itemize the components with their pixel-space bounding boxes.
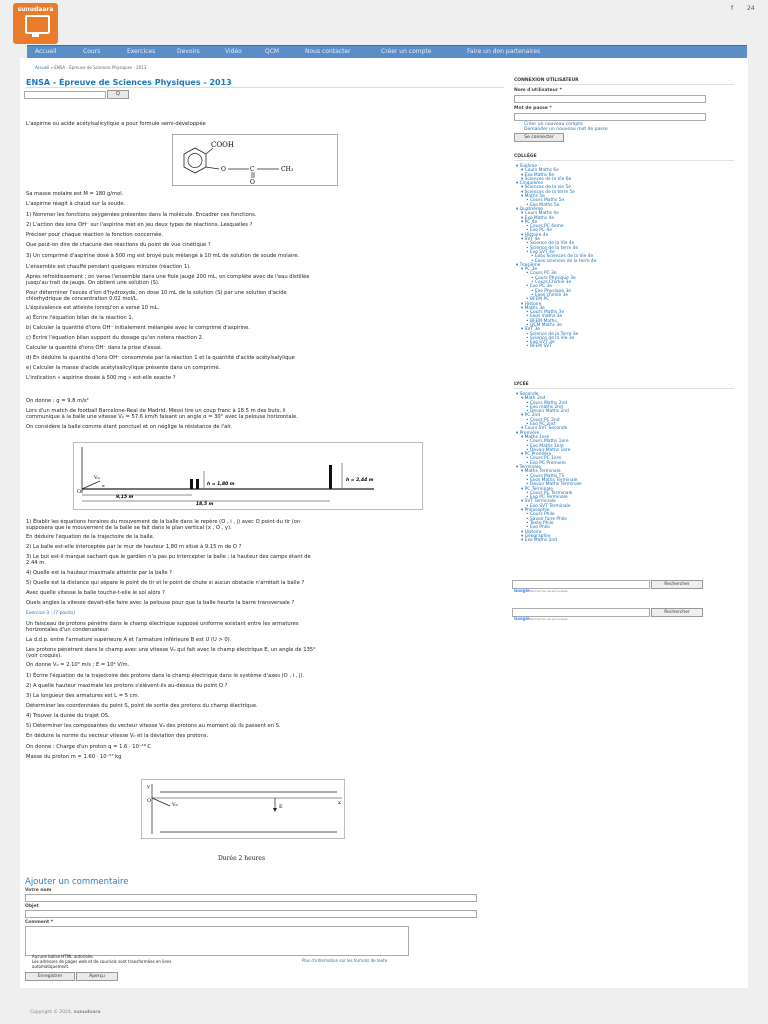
menu-item[interactable]: ▾ Cours SVT Seconde: [521, 426, 568, 432]
text-line: L'aspirine ou acide acétylsalicylique a pour formule semi-développée: [26, 121, 206, 127]
carbon-label: C: [250, 166, 255, 173]
cooh-label: COOH: [211, 141, 234, 149]
breadcrumb: [35, 65, 146, 70]
nav-item-accueil[interactable]: Accueil: [35, 48, 57, 55]
text-line: d) En déduire la quantité d'ions OH⁻ consommée par la réaction 1 et la quantité d'acide acétylsalylique: [26, 355, 295, 361]
request-password-link[interactable]: Demander un nouveau mot de passe: [524, 127, 608, 132]
nav-item-qcm[interactable]: QCM: [265, 48, 280, 55]
football-figure: [73, 442, 423, 510]
text-line: En déduire la norme du vecteur vitesse V₀ et la déviation des protons.: [26, 733, 209, 739]
origin-label: O: [77, 489, 82, 495]
menu-item[interactable]: ▾ Maths 3e: [521, 305, 545, 311]
oxygen-label: O: [221, 166, 226, 173]
breadcrumb-current: ENSA - Épreuve de Sciences Physiques - 2013: [54, 65, 147, 70]
menu-item[interactable]: • Science de la Vie 4e: [526, 241, 575, 247]
text-line: On donne : g = 9.8 m/s²: [26, 398, 89, 404]
nav-item-cours[interactable]: Cours: [83, 48, 101, 55]
menu-item[interactable]: • Exo Philo: [526, 525, 550, 531]
menu-item[interactable]: • Science de la terre 4e: [526, 245, 579, 251]
menu-item[interactable]: ▾ Cinquième: [516, 181, 544, 187]
menu-item[interactable]: ▾ Exo Maths 6e: [521, 172, 555, 178]
text-line: Calculer la quantité d'ions OH⁻ dans la prise d'essai.: [26, 345, 163, 351]
facebook-icon[interactable]: f: [731, 5, 734, 12]
text-line: L'indication « aspirine dosée à 500 mg » est-elle exacte ?: [26, 375, 176, 381]
menu-item[interactable]: ▾ Sciences de la Vie 6e: [521, 176, 572, 182]
menu-item[interactable]: • Exo SVT Terminale: [526, 503, 571, 509]
menu-item[interactable]: ▾ SVT 4e: [521, 237, 540, 243]
preview-button[interactable]: Aperçu: [76, 972, 118, 981]
menu-item[interactable]: • Devoir Maths Terminale: [526, 482, 582, 488]
comment-textarea[interactable]: [25, 926, 409, 956]
login-button[interactable]: Se connecter: [514, 133, 564, 142]
text-line: e) Calculer la masse d'acide acétylsalicylique présente dans un comprimé.: [26, 365, 221, 371]
college-block-title: COLLÈGE: [514, 154, 734, 161]
google-search-button-2[interactable]: Rechercher: [651, 608, 703, 617]
text-line: On considère la balle comme étant ponctuel et on néglige la résistance de l'air.: [26, 424, 233, 430]
menu-item[interactable]: • Exos Maths Terminale: [526, 477, 578, 483]
text-line: Les protons pénètrent dans le champ avec une vitesse V₀ qui fait avec le champ électrique E, un angle de 135°: [26, 647, 316, 653]
text-line: Déterminer les coordonnées du point S, point de sortie des protons du champ électrique.: [26, 703, 258, 709]
menu-item[interactable]: ▾ PC 3e: [521, 267, 538, 273]
menu-item[interactable]: • Exo Maths 1ere: [526, 443, 564, 449]
menu-item[interactable]: ▾ Histoire: [521, 529, 542, 535]
username-label: Nom d'utilisateur *: [514, 88, 562, 93]
monitor-icon: [25, 15, 50, 34]
monitor-stand-icon: [32, 34, 39, 37]
college-menu: [516, 165, 596, 350]
menu-item[interactable]: • Cours PC 4eme: [526, 224, 564, 230]
goal-distance-label: 18,5 m: [196, 502, 214, 507]
menu-item[interactable]: • Exo Physique 3e: [531, 288, 572, 294]
text-line: La d.d.p. entre l'armature supérieure A et l'armature inférieure B est U (U > 0).: [26, 637, 232, 643]
menu-item[interactable]: • Cours Maths 2nd: [526, 400, 568, 406]
x-axis-label: x: [338, 800, 341, 806]
menu-item[interactable]: ▾ PC 4e: [521, 219, 538, 225]
breadcrumb-separator: »: [49, 65, 55, 70]
text-line: horizontales d'un condensateur.: [26, 627, 110, 633]
text-line: Quels angles la vitesse devait-elle faire avec la pelouse pour que la balle heurte la barre transversale ?: [26, 600, 295, 606]
text-line: 3) Le but est-il marqué sachant que le gardien n'a pas pu intercepter la balle ; la hauteur des camps étant de: [26, 554, 311, 560]
menu-item[interactable]: ▾ Géographie: [521, 533, 551, 539]
text-line: 1) Établir les équations horaires du mouvement de la balle dans le repère (O , i , j) avec O point du tir (on: [26, 519, 301, 525]
comment-title: Ajouter un commentaire: [25, 877, 129, 887]
menu-item[interactable]: • Cours Maths 5e: [526, 198, 565, 204]
password-input[interactable]: [514, 113, 706, 121]
nav-item-don[interactable]: Faire un don partenaires: [467, 48, 541, 55]
capacitor-diagram: [142, 780, 344, 838]
menu-item[interactable]: • Cours Maths 3e: [526, 310, 565, 316]
google-logo: Google: [514, 588, 530, 593]
menu-item[interactable]: • Cours PC 1ere: [526, 456, 562, 462]
text-line: b) Calculer la quantité d'ions OH⁻ initialement mélangée avec le comprimé d'aspirine.: [26, 325, 251, 331]
nav-item-devoirs[interactable]: Devoirs: [177, 48, 200, 55]
menu-item[interactable]: ▾ Exo Maths 4e: [521, 215, 555, 221]
menu-item[interactable]: ▾ Histoire 4e: [521, 232, 549, 238]
alpha-label: α: [102, 483, 105, 488]
menu-item[interactable]: ▾ Histoire: [521, 301, 542, 307]
text-line: Masse du proton m = 1.60 · 10⁻²⁷ kg: [26, 754, 122, 760]
text-line: Que peut-on dire de chacune des réactions du point de vue cinétique ?: [26, 242, 211, 248]
football-diagram: [74, 443, 422, 509]
text-line: c) Écrire l'équation bilan support du dosage qu'on notera réaction 2.: [26, 335, 204, 341]
text-line: Lors d'un match de football Barcelone-Real de Madrid, Messi tire un coup franc à 18.5 m des buts, il: [26, 408, 286, 414]
menu-item[interactable]: • Exo PC 3e: [526, 284, 552, 290]
menu-item[interactable]: ▾ Maths Terminale: [521, 469, 561, 475]
text-line: Un faisceau de protons pénètre dans le champ électrique supposé uniforme existant entre les armatures: [26, 621, 299, 627]
text-line: 2) La balle est-elle interceptée par le mur de hauteur 1.80 m situé à 9.15 m de O ?: [26, 544, 242, 550]
text-line: L'ensemble est chauffé pendant quelques minutes (réaction 1).: [26, 264, 191, 270]
aspirin-formula-figure: [172, 134, 338, 186]
menu-item[interactable]: ▾ Maths 1ere: [521, 434, 550, 440]
nav-item-creer-compte[interactable]: Créer un compte: [381, 48, 432, 55]
menu-item[interactable]: ▾ Sciences de la terre 5e: [521, 189, 575, 195]
text-line: 5) Déterminer les composantes du vecteur vitesse V₀ des protons au moment où ils passent en S.: [26, 723, 281, 729]
menu-item[interactable]: • Cours Maths 1ere: [526, 439, 569, 445]
text-line: Après refroidissement ; on verse l'ensemble dans une fiole jaugé 200 mL, on complète avec de l'eau distillée: [26, 274, 310, 280]
menu-item[interactable]: ▾ Quatrième: [516, 206, 543, 212]
text-line: jusqu'au trait de jauge. On obtient une solution (S).: [26, 280, 160, 286]
text-line: 3) Un comprimé d'aspirine dosé à 500 mg est broyé puis mélangé à 10 mL de solution de soude molaire.: [26, 253, 300, 259]
menu-item[interactable]: ▾ Cours Maths 6e: [521, 168, 559, 174]
e-field-label: E: [279, 804, 283, 810]
menu-item[interactable]: • Cours PC Terminale: [526, 490, 573, 496]
logo-text: sunudaara: [17, 6, 54, 13]
text-line: Sa masse molaire est M = 180 g/mol.: [26, 191, 124, 197]
footer: [30, 1010, 101, 1015]
text-line: chlorhydrique de concentration 0.02 mol/L.: [26, 296, 139, 302]
subject-input[interactable]: [25, 910, 477, 918]
nav-item-video[interactable]: Vidéo: [225, 48, 242, 55]
menu-item[interactable]: • BFEM PC: [526, 297, 550, 303]
v0-label: V₀: [94, 475, 100, 481]
text-line: (voir croquis).: [26, 653, 62, 659]
lycee-menu: [516, 393, 582, 543]
menu-item[interactable]: • Cours PC 2nd: [526, 417, 560, 423]
text-line: On donne : Charge d'un proton q = 1.6 · 10⁻¹⁹ C: [26, 744, 152, 750]
menu-item[interactable]: ▾ Première: [516, 430, 540, 436]
menu-item[interactable]: • BFEM SVT: [526, 344, 552, 350]
menu-item[interactable]: ▾ Exo Maths 2nd: [521, 538, 557, 544]
menu-item[interactable]: • Devoir Maths 1ere: [526, 447, 571, 453]
breadcrumb-home[interactable]: Accueil: [35, 65, 50, 70]
ch3-label: CH₃: [281, 166, 294, 173]
menu-item[interactable]: ▾ Cours Maths 4e: [521, 211, 559, 217]
menu-item[interactable]: • Exo SVT 3e: [526, 340, 555, 346]
menu-item[interactable]: • QCM Maths 3e: [526, 322, 562, 328]
name-input[interactable]: [25, 894, 477, 902]
menu-item[interactable]: • Science de la Vie 3e: [526, 335, 575, 341]
text-line: 2) L'action des ions OH⁻ sur l'aspirine met en jeu deux types de réactions. Lesquelles ?: [26, 222, 253, 228]
menu-item[interactable]: • Cours Physique 3e: [531, 275, 576, 281]
text-line: L'aspirine réagit à chaud sur la soude.: [26, 201, 126, 207]
subject-label: Objet: [25, 904, 39, 909]
google-custom-search-note-2: Recherche personnalisée: [530, 617, 568, 621]
site-logo[interactable]: [13, 3, 58, 44]
page-title: ENSA - Épreuve de Sciences Physiques - 2013: [26, 78, 504, 88]
exercise-heading: Exercice 3 : (7 points): [26, 611, 76, 616]
text-line: a) Écrire l'équation bilan de la réaction 1.: [26, 315, 134, 321]
text-line: Avec quelle vitesse la balle touche-t-elle le sol alors ?: [26, 590, 165, 596]
menu-item[interactable]: • Exo PC 4e: [526, 228, 552, 234]
menu-item[interactable]: • Exo PC 2nd: [526, 422, 555, 428]
menu-item[interactable]: • Exo Maths 5e: [526, 202, 560, 208]
format-hint: Les adresses de pages web et de courriels sont transformées en liens: [32, 959, 172, 964]
capacitor-figure: [141, 779, 345, 839]
origin-label-2: O: [147, 798, 152, 804]
menu-item[interactable]: • Cours Philo: [526, 512, 555, 518]
wall-distance-label: 9,15 m: [116, 495, 134, 500]
format-hint: automatiquement.: [32, 964, 70, 969]
menu-item[interactable]: ▾ Math 2nd: [521, 396, 546, 402]
text-line: En déduire l'équation de la trajectoire de la balle.: [26, 534, 155, 540]
menu-item[interactable]: • Exos maths 3e: [526, 314, 563, 320]
menu-item[interactable]: ▾ PC Terminale: [521, 486, 553, 492]
text-line: 1) Écrire l'équation de la trajectoire des protons dans le champ électrique dans le système d'axes (O , i , j).: [26, 673, 305, 679]
menu-item[interactable]: • Exo SVT 4e: [526, 249, 555, 255]
search-button[interactable]: Q: [107, 90, 129, 99]
text-line: 2) A quelle hauteur maximale les protons s'élèvent-ils au-dessus du point O ?: [26, 683, 228, 689]
social-count: 24: [747, 5, 755, 12]
menu-item[interactable]: ▾ PC 2nd: [521, 413, 541, 419]
text-line: Préciser pour chaque réaction la fonction concernée.: [26, 232, 164, 238]
text-line: 2.44 m.: [26, 560, 46, 566]
text-line: 1) Nommer les fonctions oxygénées présentes dans la molécule. Encadrer ces fonctions.: [26, 212, 257, 218]
menu-item[interactable]: • Exo maths 2nd: [526, 404, 563, 410]
text-line: supposera que le mouvement de la balle se fait dans le plan vertical (x , O , y).: [26, 525, 232, 531]
menu-item[interactable]: • Exos chimie 3e: [531, 292, 569, 298]
aspirin-structure-drawing: [173, 135, 337, 185]
menu-item[interactable]: ▾ SVT Terminale: [521, 499, 556, 505]
menu-item[interactable]: • Cours Chimie 3e: [531, 280, 572, 286]
text-line: On donne V₀ = 2.10⁵ m/s ; E = 10⁴ V/m.: [26, 662, 130, 668]
lycee-block-title: LYCÉE: [514, 382, 734, 389]
text-line: communique à la balle une vitesse V₀ = 57.6 km/h faisant un angle α = 30° avec la pelouse horizontale.: [26, 414, 298, 420]
format-info-link[interactable]: Plus d'information sur les formats de texte: [302, 958, 388, 963]
nav-item-exercices[interactable]: Exercices: [127, 48, 156, 55]
footer-copyright: Copyright © 2024,: [30, 1010, 73, 1015]
search-input[interactable]: [24, 91, 106, 99]
v0-label-2: V₀: [172, 802, 178, 808]
text-line: 5) Quelle est la distance qui sépare le point de tir et le point de chute si aucun obstacle n'arrêtait la balle ?: [26, 580, 305, 586]
nav-item-contact[interactable]: Nous contacter: [305, 48, 351, 55]
goal-height-label: h = 2,44 m: [346, 478, 374, 483]
menu-item[interactable]: • Exo PC Terminale: [526, 495, 568, 501]
main-nav: [27, 45, 747, 59]
menu-item[interactable]: ▾ Maths 5e: [521, 194, 545, 200]
text-line: L'équivalence est atteinte lorsqu'on a versé 10 mL.: [26, 305, 160, 311]
menu-item[interactable]: • Devoir Maths 2nd: [526, 409, 569, 415]
menu-item[interactable]: ▾ Sciences de la vie 5e: [521, 185, 571, 191]
menu-item[interactable]: ▾ Seconde: [516, 392, 539, 397]
menu-item[interactable]: ▾ Troisième: [516, 262, 541, 268]
text-line: 3) La longueur des armatures est L = 5 cm.: [26, 693, 140, 699]
menu-item[interactable]: • Exos Sciences de la Vie 4e: [531, 254, 594, 260]
oxygen-label-2: O: [250, 179, 255, 185]
save-button[interactable]: Enregistrer: [25, 972, 75, 981]
google-search-button[interactable]: Rechercher: [651, 580, 703, 589]
create-account-link[interactable]: Créer un nouveau compte: [524, 122, 583, 127]
google-logo-2: Google: [514, 616, 530, 621]
menu-item[interactable]: • Texte Philo: [526, 520, 554, 526]
wall-height-label: h = 1,80 m: [207, 482, 235, 487]
menu-item[interactable]: • Exo PC Premiere: [526, 460, 567, 466]
menu-item[interactable]: ▾ SVT 3e: [521, 327, 540, 333]
text-line: 4) Trouver la durée du trajet OS.: [26, 713, 110, 719]
text-line: Pour déterminer l'excès d'ion d'hydroxyde, on dose 10 mL de la solution (S) par une solution d'acide: [26, 290, 287, 296]
password-label: Mot de passe *: [514, 106, 552, 111]
menu-item[interactable]: • Savoir faire Philo: [526, 516, 567, 522]
menu-item[interactable]: • Cours PC 3e: [526, 271, 557, 277]
menu-item[interactable]: ▾ Terminale: [516, 465, 541, 471]
login-block-title: CONNEXION UTILISATEUR: [514, 78, 734, 85]
menu-item[interactable]: • BFEM Maths: [526, 318, 557, 324]
format-hint: Aucune balise HTML autorisée.: [32, 954, 94, 959]
y-axis-label: y: [147, 784, 150, 790]
text-line: 4) Quelle est la hauteur maximale atteinte par la balle ?: [26, 570, 172, 576]
google-custom-search-note: Recherche personnalisée: [530, 589, 568, 593]
menu-item[interactable]: ▾ Sixième: [516, 164, 538, 169]
comment-label: Comment *: [25, 920, 54, 925]
menu-item[interactable]: ▾ PC Première: [521, 452, 552, 458]
top-bar: [0, 0, 768, 44]
exam-duration: Durée 2 heures: [218, 855, 266, 862]
menu-item[interactable]: • Exos sciences de la terre 4e: [531, 258, 597, 264]
menu-item[interactable]: ▾ Philosophie: [521, 508, 550, 514]
footer-brand[interactable]: sunudaara: [73, 1010, 101, 1015]
menu-item[interactable]: • Science de la Terre 3e: [526, 331, 579, 337]
username-input[interactable]: [514, 95, 706, 103]
name-label: Votre nom: [25, 888, 52, 893]
menu-item[interactable]: • Cours Maths TS: [526, 473, 565, 479]
